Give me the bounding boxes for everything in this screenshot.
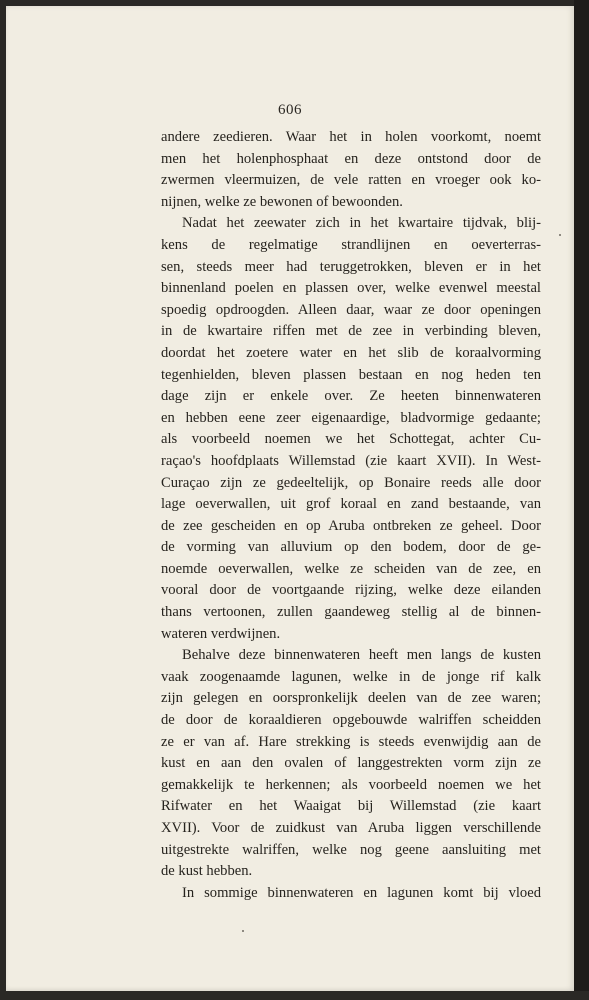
text-line: de kust hebben.: [161, 863, 253, 880]
text-line: spoedig opdroogden. Alleen daar, waar ze door openingen: [161, 301, 541, 318]
text-line: binnenland poelen en plassen over, welke evenwel meestal: [161, 280, 541, 297]
text-line: sen, steeds meer had teruggetrokken, bleven er in het: [161, 258, 541, 275]
paragraph-start-line: In sommige binnenwateren en lagunen komt bij vloed: [182, 884, 541, 901]
text-line: Rifwater en het Waaigat bij Willemstad (zie kaart: [161, 798, 541, 815]
text-line: nijnen, welke ze bewonen of bewoonden.: [161, 193, 403, 210]
text-line: andere zeedieren. Waar het in holen voorkomt, noemt: [161, 129, 541, 145]
text-line: doordat het zoetere water en het slib de koraalvorming: [161, 344, 541, 361]
paragraph-start-line: Behalve deze binnenwateren heeft men langs de kusten: [182, 647, 541, 664]
page-number: 606: [278, 102, 302, 118]
text-line: dage zijn er enkele over. Ze heeten binnenwateren: [161, 388, 541, 405]
text-line: de vorming van alluvium op den bodem, door de ge-: [161, 539, 541, 556]
text-line: gemakkelijk te herkennen; als voorbeeld noemen we het: [161, 776, 541, 793]
text-line: en hebben eene zeer eigenaardige, bladvormige gedaante;: [161, 409, 541, 426]
text-line: als voorbeeld noemen we het Schottegat, achter Cu-: [161, 431, 541, 448]
text-line: zwermen vleermuizen, de vele ratten en vroeger ook ko-: [161, 172, 541, 189]
scan-border: [0, 991, 589, 1000]
body-text: [161, 127, 541, 904]
text-line: Curaçao zijn ze gedeeltelijk, op Bonaire reeds alle door: [161, 474, 541, 491]
text-line: kens de regelmatige strandlijnen en oeverterras-: [161, 236, 541, 253]
text-line: zijn gelegen en oorspronkelijk deelen van de zee waren;: [161, 690, 541, 707]
text-line: lage oeverwallen, uit grof koraal en zand bestaande, van: [161, 496, 541, 513]
text-line: de zee gescheiden en op Aruba ontbreken ze geheel. Door: [161, 517, 541, 534]
text-line: de door de koraaldieren opgebouwde walriffen scheidden: [161, 712, 541, 729]
text-line: vooral door de voortgaande rijzing, welke deze eilanden: [161, 582, 541, 599]
book-page: [6, 6, 574, 991]
text-line: kust en aan den ovalen of langgestrekten vorm zijn ze: [161, 755, 541, 772]
paper-speck: [559, 234, 561, 236]
text-line: thans vertoonen, zullen gaandeweg stellig al de binnen-: [161, 604, 541, 621]
book-spine-edge: [574, 0, 589, 1000]
text-line: vaak zoogenaamde lagunen, welke in de jonge rif kalk: [161, 668, 541, 685]
text-line: XVII). Voor de zuidkust van Aruba liggen verschillende: [161, 820, 541, 836]
text-line: raçao's hoofdplaats Willemstad (zie kaart XVII). In West-: [161, 452, 541, 469]
text-line: uitgestrekte walriffen, welke nog geene aansluiting met: [161, 841, 541, 858]
paragraph-start-line: Nadat het zeewater zich in het kwartaire tijdvak, blij-: [182, 215, 541, 232]
text-line: tegenhielden, bleven plassen bestaan en nog heden ten: [161, 366, 541, 383]
paper-speck: [242, 930, 244, 932]
text-line: in de kwartaire riffen met de zee in verbinding bleven,: [161, 323, 541, 340]
text-line: men het holenphosphaat en deze ontstond door de: [161, 150, 541, 167]
text-line: wateren verdwijnen.: [161, 625, 281, 642]
text-line: ze er van af. Hare strekking is steeds evenwijdig aan de: [161, 733, 541, 750]
text-line: noemde oeverwallen, welke ze scheiden van de zee, en: [161, 560, 541, 577]
